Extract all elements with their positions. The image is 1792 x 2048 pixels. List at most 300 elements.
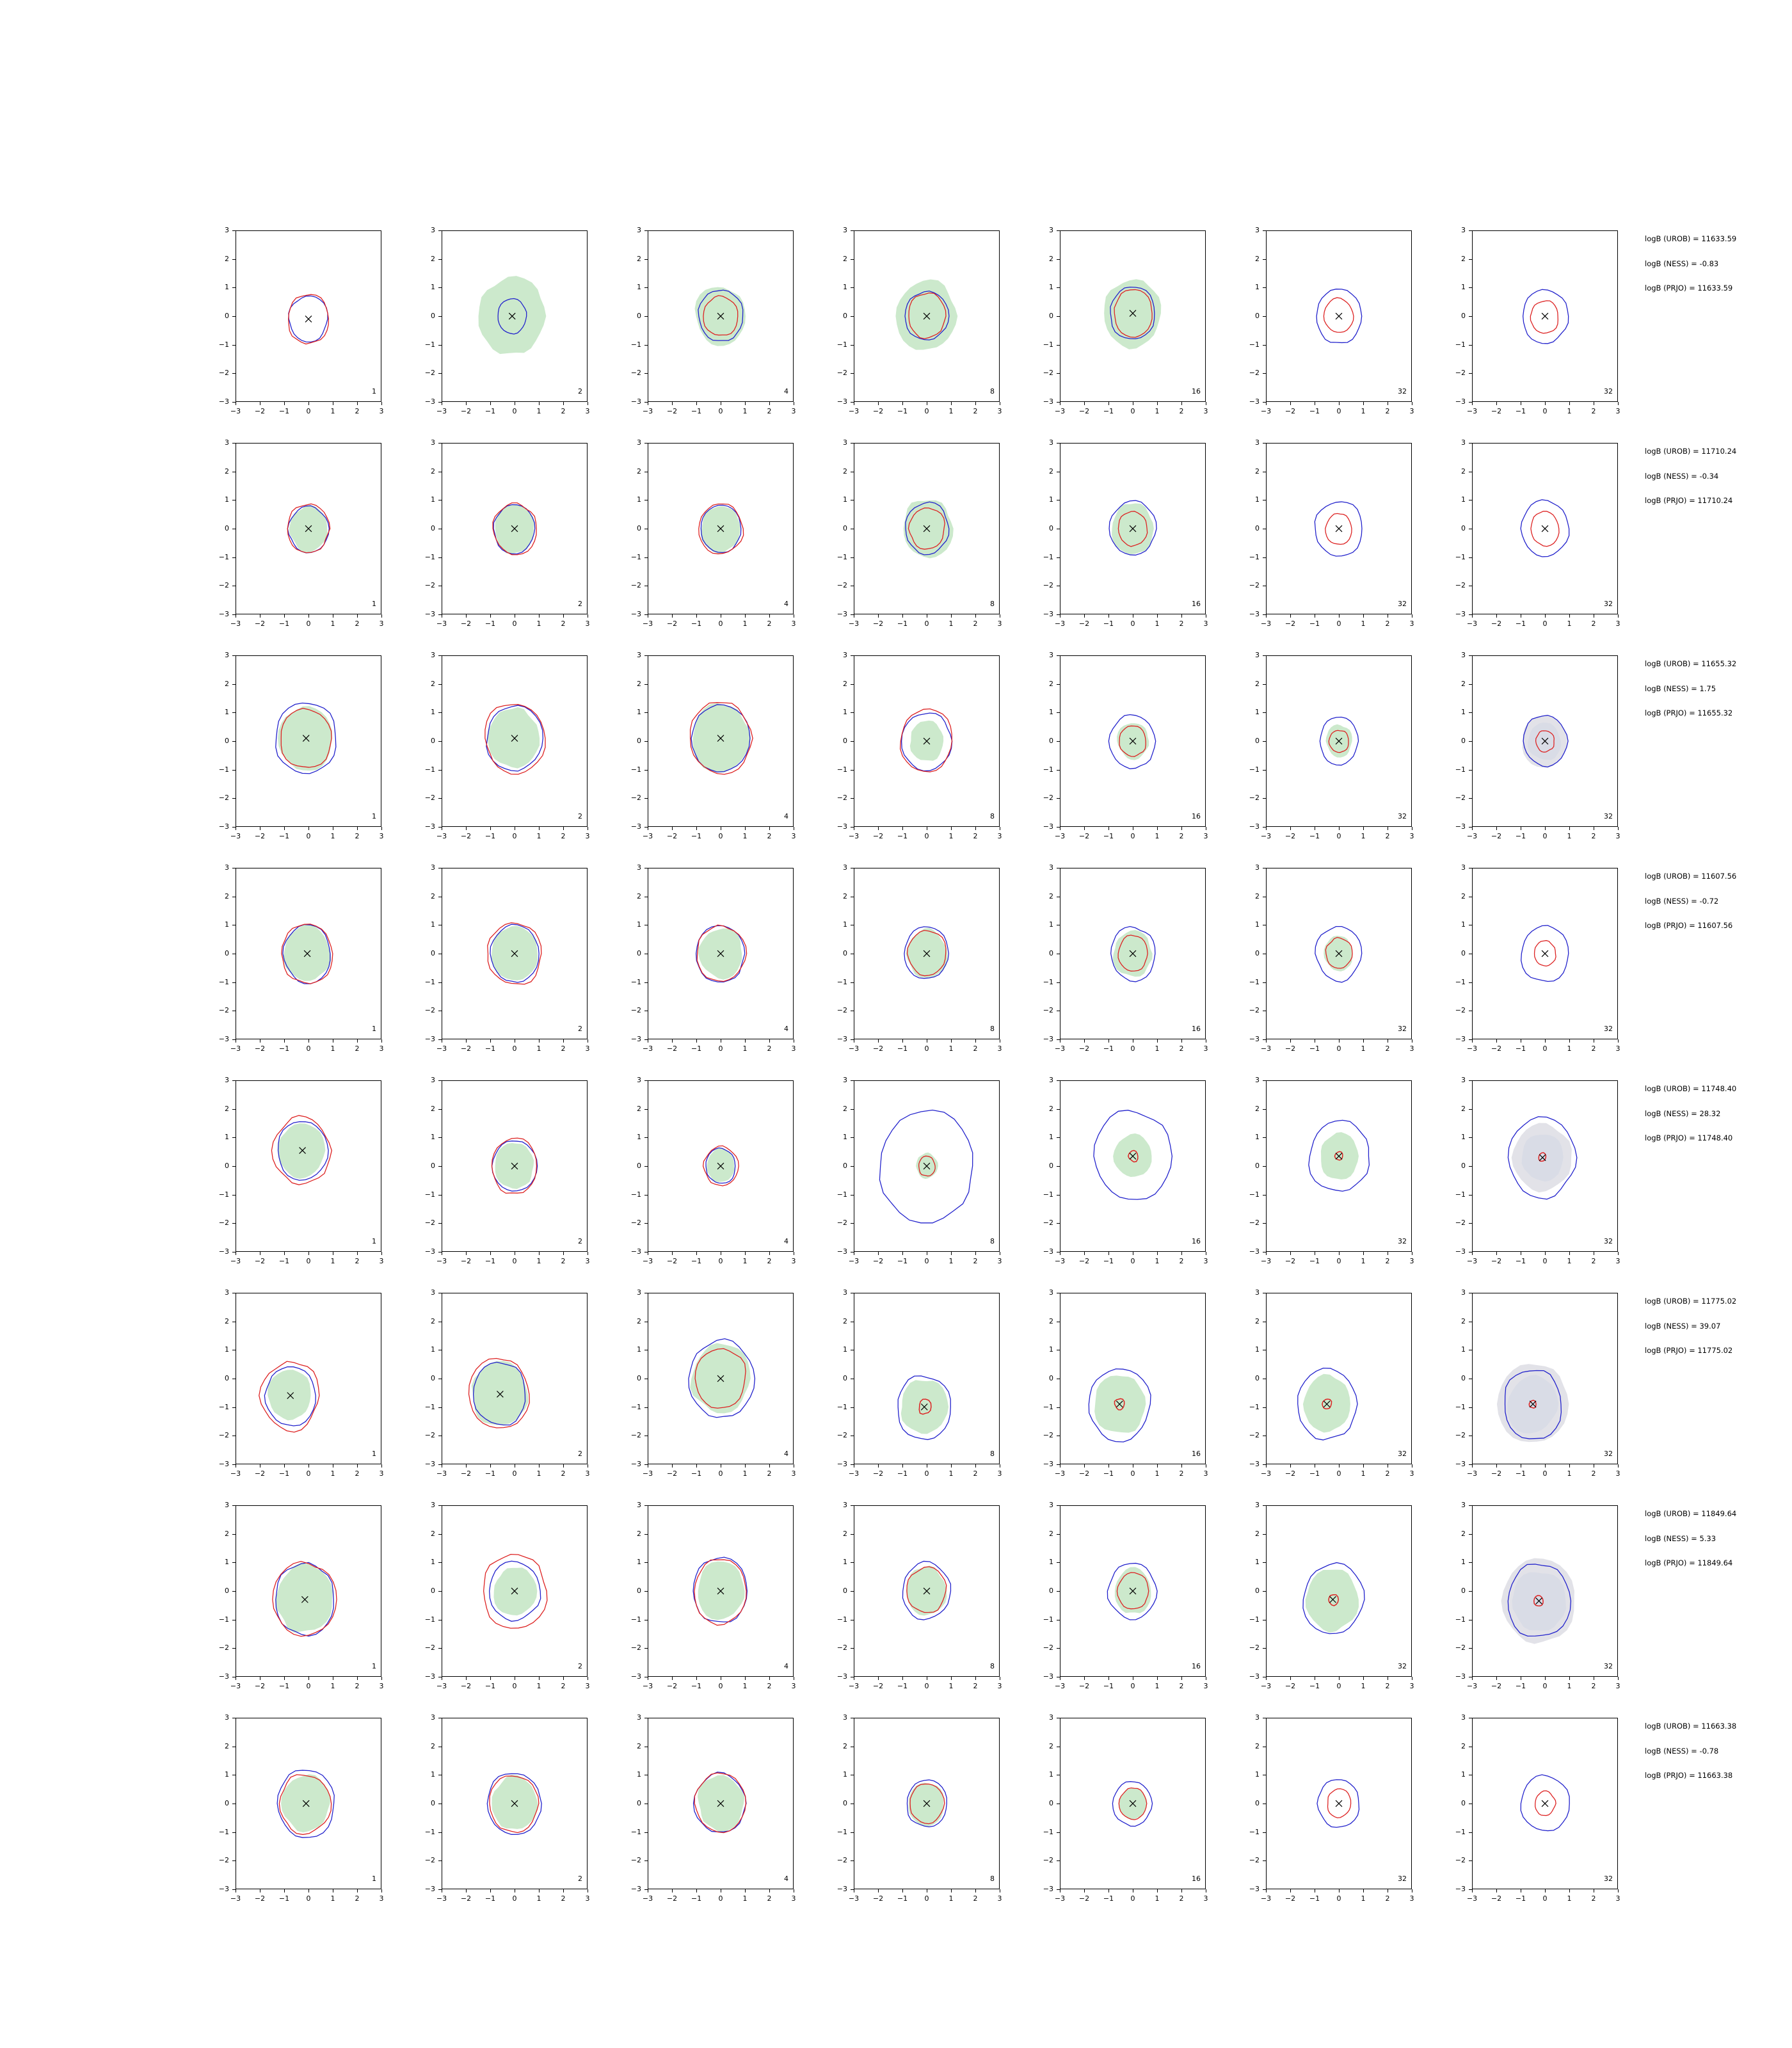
plot-area	[1472, 655, 1618, 827]
y-tick-label: 3	[1461, 651, 1466, 659]
panel-count-label: 1	[372, 1875, 376, 1883]
panel-count-label: 4	[784, 387, 788, 396]
panel-r0-c4	[1036, 226, 1210, 416]
x-tickmark	[539, 402, 540, 405]
row-annotations-7	[1645, 1723, 1792, 1797]
x-tick-label: −1	[691, 1469, 702, 1478]
y-tick-label: 3	[1461, 1713, 1466, 1722]
x-tick-label: 2	[767, 1469, 772, 1478]
x-tickmark	[1496, 614, 1497, 618]
panel-r5-c5	[1242, 1288, 1416, 1478]
x-tickmark	[1472, 1039, 1473, 1043]
x-tickmark	[539, 827, 540, 830]
y-tick-label: −2	[1455, 794, 1466, 803]
x-tick-label: 3	[997, 620, 1002, 628]
x-tickmark	[672, 1889, 673, 1892]
y-tick-label: 1	[637, 283, 641, 292]
x-tick-label: 3	[585, 1682, 590, 1690]
y-tick-label: 1	[843, 1770, 847, 1779]
x-tick-label: −3	[642, 407, 653, 415]
x-tick-label: 3	[379, 407, 384, 415]
y-tick-label: −2	[1043, 1431, 1053, 1440]
x-tick-label: 0	[512, 1682, 517, 1690]
x-tick-label: −1	[1515, 832, 1526, 840]
y-tick-label: −1	[1249, 977, 1260, 986]
x-tick-label: 2	[767, 1894, 772, 1903]
x-tickmark	[1157, 1039, 1158, 1043]
y-tick-label: 1	[1049, 495, 1053, 504]
x-tick-label: 2	[355, 1257, 360, 1265]
x-tickmark	[284, 1039, 285, 1043]
x-tick-label: 0	[306, 407, 311, 415]
x-tick-label: −2	[1078, 407, 1090, 415]
x-tick-label: −1	[691, 1257, 702, 1265]
y-tick-label: −1	[1455, 1402, 1466, 1411]
y-tick-label: 1	[431, 283, 435, 292]
y-tick-label: 2	[1049, 467, 1053, 476]
y-tick-label: −3	[630, 822, 641, 831]
x-tickmark	[696, 614, 697, 618]
y-tick-label: 3	[1461, 226, 1466, 234]
panel-r6-c5	[1242, 1501, 1416, 1691]
y-tick-label: −2	[424, 1856, 435, 1865]
x-tickmark	[539, 1039, 540, 1043]
y-tickmark	[644, 1464, 648, 1465]
x-tick-label: −3	[848, 1682, 860, 1690]
x-tick-label: 3	[791, 1257, 796, 1265]
panel-r0-c0	[211, 226, 385, 416]
panel-count-label: 32	[1398, 1237, 1407, 1245]
y-tick-label: 2	[843, 679, 847, 688]
panel-count-label: 8	[990, 600, 995, 608]
y-tick-label: −2	[1249, 369, 1260, 378]
x-tick-label: 0	[718, 1469, 723, 1478]
x-tick-label: −2	[254, 407, 266, 415]
x-tick-label: −3	[848, 1469, 860, 1478]
y-tickmark	[1057, 614, 1060, 615]
x-tickmark	[975, 402, 976, 405]
x-tickmark	[1108, 1889, 1109, 1892]
panel-count-label: 32	[1604, 1025, 1613, 1033]
x-tick-label: 2	[1179, 407, 1184, 415]
y-tick-label: −3	[836, 1885, 847, 1893]
annotation-text: logB (UROB) = 11748.40	[1645, 1084, 1737, 1093]
y-tick-label: −2	[630, 1644, 641, 1652]
y-tick-label: −2	[836, 1219, 847, 1228]
x-tick-label: −1	[1309, 1044, 1320, 1053]
plot-area	[854, 1505, 1000, 1677]
y-tick-label: 0	[1461, 1374, 1466, 1382]
x-tickmark	[1363, 402, 1364, 405]
x-tick-label: 2	[355, 620, 360, 628]
x-tick-label: −3	[848, 407, 860, 415]
x-tick-label: 3	[791, 1469, 796, 1478]
x-tick-label: 2	[1385, 832, 1390, 840]
x-tick-label: 3	[791, 1682, 796, 1690]
x-tick-label: 1	[1155, 1469, 1160, 1478]
x-tickmark	[878, 1252, 879, 1255]
x-tickmark	[1472, 1464, 1473, 1468]
y-tick-label: 0	[637, 312, 641, 320]
x-tickmark	[1108, 1252, 1109, 1255]
x-tickmark	[563, 1889, 564, 1892]
x-tick-label: 0	[1130, 620, 1135, 628]
x-tick-label: −1	[1309, 1469, 1320, 1478]
x-tick-label: 1	[1567, 1682, 1572, 1690]
x-tick-label: −1	[1515, 407, 1526, 415]
panel-r6-c1	[417, 1501, 591, 1691]
panel-count-label: 32	[1398, 1025, 1407, 1033]
x-tick-label: −3	[1054, 1682, 1066, 1690]
y-tick-label: 0	[431, 312, 435, 320]
y-tickmark	[438, 614, 442, 615]
row-annotations-6	[1645, 1510, 1792, 1585]
panel-count-label: 32	[1398, 1450, 1407, 1458]
y-tick-label: 2	[1049, 254, 1053, 263]
y-tick-label: 3	[431, 1713, 435, 1722]
x-tick-label: 3	[997, 407, 1002, 415]
x-tickmark	[539, 614, 540, 618]
x-tick-label: 3	[1615, 620, 1620, 628]
x-tick-label: −3	[230, 1257, 241, 1265]
x-tick-label: 1	[330, 1257, 335, 1265]
panel-count-label: 16	[1192, 1450, 1201, 1458]
panel-r5-c6	[1448, 1288, 1622, 1478]
x-tickmark	[1569, 402, 1570, 405]
plot-area	[1060, 1080, 1206, 1252]
y-tick-label: 3	[637, 863, 641, 872]
x-tickmark	[745, 402, 746, 405]
x-tick-label: −2	[872, 407, 884, 415]
x-tick-label: 2	[355, 1894, 360, 1903]
y-tick-label: −2	[1043, 1219, 1053, 1228]
x-tickmark	[672, 614, 673, 618]
x-tick-label: 0	[1542, 832, 1548, 840]
x-tickmark	[769, 1677, 770, 1680]
y-tick-label: 2	[431, 467, 435, 476]
x-tick-label: 2	[1591, 832, 1596, 840]
x-tick-label: 2	[561, 620, 566, 628]
panel-r6-c4	[1036, 1501, 1210, 1691]
x-tickmark	[357, 1677, 358, 1680]
panel-r1-c1	[417, 438, 591, 628]
annotation-text: logB (NESS) = 1.75	[1645, 684, 1716, 693]
y-tick-label: 3	[225, 1288, 229, 1297]
y-tick-label: 2	[637, 892, 641, 900]
panel-count-label: 8	[990, 1450, 995, 1458]
y-tick-label: 3	[1255, 863, 1260, 872]
x-tick-label: −2	[1284, 832, 1296, 840]
x-tick-label: −3	[1260, 407, 1272, 415]
x-tickmark	[975, 1677, 976, 1680]
plot-area	[1266, 443, 1412, 614]
y-tick-label: −3	[1043, 397, 1053, 406]
plot-area	[854, 868, 1000, 1039]
plot-area	[1472, 443, 1618, 614]
panel-r1-c0	[211, 438, 385, 628]
x-tick-label: 3	[585, 832, 590, 840]
plot-area	[1472, 1718, 1618, 1889]
y-tick-label: −3	[1043, 822, 1053, 831]
x-tickmark	[1339, 402, 1340, 405]
row-annotations-5	[1645, 1298, 1792, 1372]
x-tick-label: 2	[1179, 1894, 1184, 1903]
x-tickmark	[1157, 827, 1158, 830]
x-tickmark	[672, 1252, 673, 1255]
y-tick-label: −3	[836, 1672, 847, 1681]
x-tickmark	[563, 827, 564, 830]
x-tick-label: 2	[1179, 1044, 1184, 1053]
x-tick-label: −3	[436, 832, 447, 840]
x-tick-label: 3	[585, 1044, 590, 1053]
x-tick-label: −3	[642, 832, 653, 840]
x-tick-label: −1	[1515, 620, 1526, 628]
x-tickmark	[902, 1464, 903, 1468]
x-tickmark	[902, 1039, 903, 1043]
x-tick-label: −1	[1103, 1894, 1114, 1903]
x-tick-label: −2	[666, 620, 678, 628]
plot-area	[1060, 1718, 1206, 1889]
x-tick-label: 2	[1179, 1257, 1184, 1265]
x-tick-label: 1	[948, 620, 954, 628]
x-tickmark	[1108, 827, 1109, 830]
x-tick-label: 1	[1567, 1894, 1572, 1903]
panel-count-label: 32	[1604, 600, 1613, 608]
y-tick-label: −3	[630, 1672, 641, 1681]
x-tickmark	[490, 1464, 491, 1468]
y-tick-label: −1	[218, 1615, 229, 1624]
y-tick-label: −3	[1455, 1035, 1466, 1043]
x-tickmark	[284, 1252, 285, 1255]
y-tickmark	[1057, 1889, 1060, 1890]
x-tickmark	[466, 614, 467, 618]
x-tickmark	[1181, 1889, 1182, 1892]
plot-area	[854, 1293, 1000, 1464]
y-tickmark	[438, 402, 442, 403]
x-tick-label: −3	[1054, 1469, 1066, 1478]
y-tick-label: 3	[843, 651, 847, 659]
x-tickmark	[1157, 1889, 1158, 1892]
x-tick-label: 1	[1155, 832, 1160, 840]
panel-r2-c3	[829, 651, 1004, 841]
y-tick-label: 3	[1049, 438, 1053, 447]
y-tick-label: −3	[218, 1035, 229, 1043]
x-tick-label: 0	[924, 1682, 929, 1690]
x-tickmark	[381, 402, 382, 405]
plot-area	[1472, 1293, 1618, 1464]
x-tickmark	[490, 1252, 491, 1255]
y-tick-label: −3	[424, 1247, 435, 1256]
x-tickmark	[1108, 1039, 1109, 1043]
y-tickmark	[851, 614, 854, 615]
y-tick-label: 2	[225, 892, 229, 900]
x-tickmark	[1569, 1039, 1570, 1043]
y-tick-label: 3	[637, 438, 641, 447]
x-tick-label: −2	[666, 1894, 678, 1903]
x-tick-label: 1	[1361, 1257, 1366, 1265]
x-tick-label: 1	[536, 1894, 541, 1903]
y-tick-label: −3	[1455, 822, 1466, 831]
y-tick-label: 2	[225, 467, 229, 476]
y-tick-label: −3	[1043, 1035, 1053, 1043]
y-tick-label: 1	[225, 495, 229, 504]
x-tick-label: 2	[355, 407, 360, 415]
x-tickmark	[490, 1677, 491, 1680]
panel-r4-c1	[417, 1076, 591, 1266]
x-tick-label: −1	[484, 1469, 496, 1478]
y-tick-label: −3	[630, 1035, 641, 1043]
x-tick-label: 2	[355, 1044, 360, 1053]
x-tick-label: −3	[1260, 1894, 1272, 1903]
x-tickmark	[1363, 1889, 1364, 1892]
y-tick-label: −1	[630, 977, 641, 986]
panel-r1-c4	[1036, 438, 1210, 628]
y-tickmark	[851, 1039, 854, 1040]
x-tickmark	[284, 1677, 285, 1680]
y-tick-label: 0	[431, 949, 435, 957]
y-tick-label: 0	[1255, 1587, 1260, 1595]
annotation-text: logB (PRJO) = 11663.38	[1645, 1771, 1733, 1780]
x-tickmark	[1618, 614, 1619, 618]
y-tick-label: 2	[637, 1741, 641, 1750]
x-tick-label: 0	[1336, 1894, 1341, 1903]
y-tick-label: −2	[1043, 1856, 1053, 1865]
x-tick-label: 2	[1179, 620, 1184, 628]
x-tickmark	[1266, 1677, 1267, 1680]
y-tick-label: 3	[843, 1076, 847, 1084]
x-tick-label: 3	[585, 620, 590, 628]
x-tick-label: 1	[1155, 1894, 1160, 1903]
y-tick-label: −1	[836, 552, 847, 561]
x-tick-label: −3	[1054, 832, 1066, 840]
y-tick-label: 1	[431, 495, 435, 504]
x-tickmark	[745, 1252, 746, 1255]
plot-area	[854, 230, 1000, 402]
x-tick-label: 0	[1542, 1044, 1548, 1053]
x-tickmark	[466, 1889, 467, 1892]
x-tickmark	[902, 827, 903, 830]
x-tick-label: 3	[1409, 407, 1414, 415]
plot-area	[648, 1293, 794, 1464]
y-tick-label: −3	[218, 1885, 229, 1893]
y-tick-label: −3	[1249, 822, 1260, 831]
x-tick-label: −1	[1309, 407, 1320, 415]
y-tick-label: 0	[225, 737, 229, 745]
x-tickmark	[696, 1677, 697, 1680]
y-tick-label: −3	[1249, 1885, 1260, 1893]
y-tick-label: 0	[637, 1587, 641, 1595]
y-tick-label: 3	[1255, 651, 1260, 659]
y-tick-label: 1	[1255, 920, 1260, 929]
plot-area	[1266, 1718, 1412, 1889]
y-tick-label: −1	[218, 340, 229, 349]
x-tick-label: 3	[379, 1894, 384, 1903]
x-tick-label: 3	[585, 407, 590, 415]
x-tickmark	[563, 614, 564, 618]
y-tick-label: −1	[1249, 1402, 1260, 1411]
panel-r1-c3	[829, 438, 1004, 628]
x-tickmark	[381, 827, 382, 830]
x-tick-label: 0	[1130, 1894, 1135, 1903]
panel-count-label: 2	[578, 1237, 582, 1245]
y-tick-label: −1	[1249, 1615, 1260, 1624]
x-tick-label: −3	[642, 1469, 653, 1478]
x-tick-label: 0	[718, 832, 723, 840]
x-tick-label: −2	[460, 1044, 472, 1053]
x-tick-label: 2	[355, 832, 360, 840]
x-tick-label: 3	[1615, 1682, 1620, 1690]
x-tick-label: −3	[1466, 1469, 1478, 1478]
panel-r6-c6	[1448, 1501, 1622, 1691]
x-tickmark	[1545, 1039, 1546, 1043]
plot-area	[648, 1505, 794, 1677]
plot-area	[1060, 443, 1206, 614]
y-tick-label: 0	[1049, 1587, 1053, 1595]
y-tick-label: −2	[1249, 1431, 1260, 1440]
panel-count-label: 2	[578, 1662, 582, 1670]
x-tickmark	[284, 1889, 285, 1892]
y-tick-label: 3	[1255, 226, 1260, 234]
y-tick-label: 1	[225, 1133, 229, 1142]
y-tick-label: −1	[1043, 552, 1053, 561]
plot-area	[854, 655, 1000, 827]
x-tick-label: −3	[230, 407, 241, 415]
x-tickmark	[1472, 1889, 1473, 1892]
x-tick-label: −1	[1515, 1682, 1526, 1690]
y-tick-label: −3	[218, 610, 229, 618]
x-tick-label: −1	[1103, 1257, 1114, 1265]
panel-count-label: 32	[1604, 1450, 1613, 1458]
x-tick-label: −2	[1491, 832, 1502, 840]
x-tickmark	[357, 614, 358, 618]
x-tick-label: 1	[1361, 407, 1366, 415]
x-tickmark	[308, 1039, 309, 1043]
plot-area	[854, 1080, 1000, 1252]
x-tick-label: −2	[1284, 1469, 1296, 1478]
panel-r2-c6	[1448, 651, 1622, 841]
y-tick-label: 3	[431, 1501, 435, 1509]
x-tickmark	[1545, 1677, 1546, 1680]
x-tickmark	[308, 614, 309, 618]
x-tick-label: −1	[1309, 1894, 1320, 1903]
x-tick-label: 3	[997, 1894, 1002, 1903]
y-tick-label: −2	[218, 1006, 229, 1015]
y-tick-label: 3	[1049, 1076, 1053, 1084]
x-tickmark	[1290, 1889, 1291, 1892]
panel-r3-c2	[623, 863, 797, 1053]
x-tick-label: 3	[1615, 1894, 1620, 1903]
annotation-text: logB (NESS) = -0.72	[1645, 896, 1719, 906]
x-tick-label: 0	[924, 1894, 929, 1903]
y-tick-label: −3	[218, 1460, 229, 1468]
x-tick-label: −1	[484, 620, 496, 628]
x-tick-label: −3	[1466, 832, 1478, 840]
y-tick-label: 3	[1461, 1288, 1466, 1297]
x-tick-label: −3	[1466, 1682, 1478, 1690]
y-tick-label: −1	[1455, 977, 1466, 986]
y-tick-label: 2	[431, 679, 435, 688]
panel-count-label: 2	[578, 812, 582, 820]
x-tick-label: 3	[791, 1044, 796, 1053]
plot-area	[1266, 1080, 1412, 1252]
x-tick-label: 2	[1591, 620, 1596, 628]
y-tick-label: −2	[218, 369, 229, 378]
y-tick-label: 3	[637, 1076, 641, 1084]
x-tickmark	[308, 1677, 309, 1680]
annotation-text: logB (NESS) = -0.34	[1645, 471, 1719, 481]
y-tick-label: 3	[431, 438, 435, 447]
x-tickmark	[357, 1464, 358, 1468]
